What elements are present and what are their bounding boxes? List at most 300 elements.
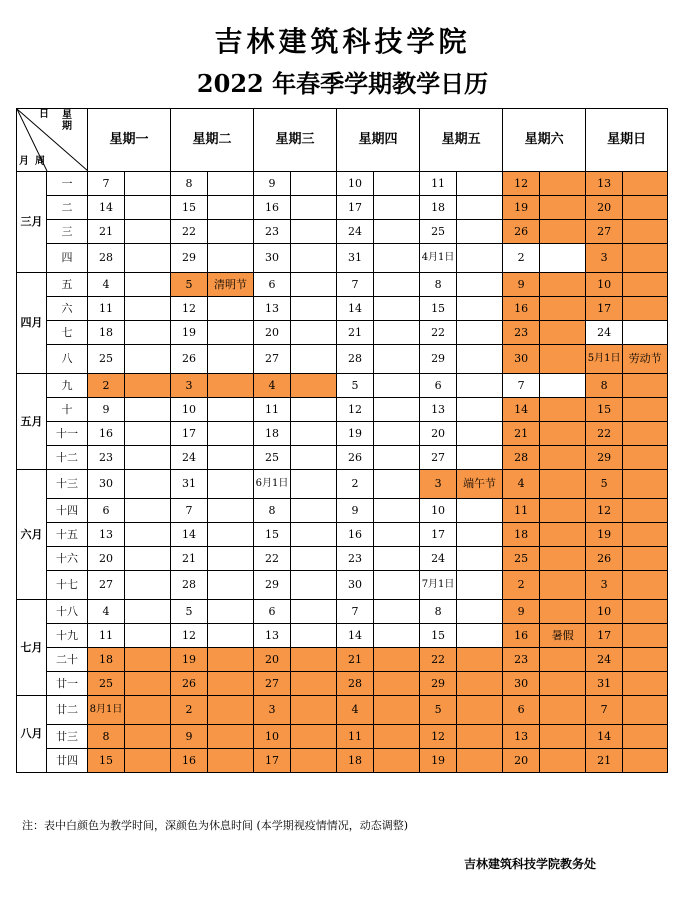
day-date: 3 [171, 374, 208, 398]
day-date: 2 [88, 374, 125, 398]
day-date: 2 [171, 696, 208, 725]
day-date: 29 [420, 672, 457, 696]
day-date: 21 [337, 648, 374, 672]
day-date: 15 [171, 196, 208, 220]
day-note [457, 422, 503, 446]
day-date: 12 [420, 725, 457, 749]
day-note [291, 422, 337, 446]
week-row [17, 321, 668, 345]
day-note [457, 172, 503, 196]
day-note [623, 273, 668, 297]
day-note [125, 648, 171, 672]
day-date: 9 [171, 725, 208, 749]
day-note [125, 297, 171, 321]
day-note [291, 446, 337, 470]
day-date: 20 [503, 749, 540, 773]
day-note [623, 749, 668, 773]
day-note [623, 446, 668, 470]
week-row [17, 749, 668, 773]
day-note [208, 672, 254, 696]
day-date: 24 [171, 446, 208, 470]
day-note [374, 321, 420, 345]
day-note [457, 648, 503, 672]
header-row [17, 109, 668, 172]
day-note [291, 172, 337, 196]
day-note [208, 398, 254, 422]
day-date: 21 [586, 749, 623, 773]
week-number: 廿三 [47, 725, 88, 749]
day-note [540, 321, 586, 345]
day-date: 14 [337, 624, 374, 648]
week-number: 廿二 [47, 696, 88, 725]
day-date: 19 [171, 648, 208, 672]
day-note [623, 196, 668, 220]
day-note [623, 499, 668, 523]
day-date: 14 [586, 725, 623, 749]
day-date: 18 [337, 749, 374, 773]
day-date: 22 [420, 648, 457, 672]
day-note [623, 725, 668, 749]
day-note [457, 725, 503, 749]
day-date: 16 [337, 523, 374, 547]
day-date: 21 [337, 321, 374, 345]
day-date: 13 [586, 172, 623, 196]
week-number: 八 [47, 345, 88, 374]
day-note [125, 345, 171, 374]
day-note [125, 321, 171, 345]
week-row [17, 672, 668, 696]
day-date: 27 [88, 571, 125, 600]
day-date: 26 [337, 446, 374, 470]
day-date: 11 [337, 725, 374, 749]
day-note [540, 696, 586, 725]
day-date: 13 [254, 624, 291, 648]
day-date: 31 [337, 244, 374, 273]
day-note [291, 547, 337, 571]
week-row [17, 297, 668, 321]
week-number: 二十 [47, 648, 88, 672]
day-note [208, 749, 254, 773]
day-date: 22 [171, 220, 208, 244]
day-note [374, 374, 420, 398]
day-note [540, 571, 586, 600]
day-date: 26 [171, 672, 208, 696]
day-date: 28 [171, 571, 208, 600]
day-date: 4 [88, 273, 125, 297]
day-date: 12 [337, 398, 374, 422]
week-number: 十五 [47, 523, 88, 547]
day-note [208, 297, 254, 321]
day-date: 12 [171, 624, 208, 648]
day-date: 6 [503, 696, 540, 725]
day-note [540, 220, 586, 244]
day-date: 30 [503, 672, 540, 696]
day-date: 5 [171, 273, 208, 297]
day-note [457, 374, 503, 398]
day-date: 8月1日 [88, 696, 125, 725]
day-date: 4 [254, 374, 291, 398]
day-header: 星期四 [337, 109, 420, 172]
day-date: 15 [586, 398, 623, 422]
day-date: 10 [337, 172, 374, 196]
week-row [17, 345, 668, 374]
day-date: 22 [254, 547, 291, 571]
day-date: 2 [503, 244, 540, 273]
week-row [17, 648, 668, 672]
day-note [374, 446, 420, 470]
day-note [374, 398, 420, 422]
day-date: 17 [586, 624, 623, 648]
day-note [457, 624, 503, 648]
day-date: 11 [88, 297, 125, 321]
day-note [374, 672, 420, 696]
day-note [374, 297, 420, 321]
day-note [125, 672, 171, 696]
day-date: 9 [254, 172, 291, 196]
day-date: 22 [420, 321, 457, 345]
day-date: 9 [337, 499, 374, 523]
day-note [291, 244, 337, 273]
day-date: 30 [88, 470, 125, 499]
day-date: 15 [254, 523, 291, 547]
day-note [540, 345, 586, 374]
week-number: 二 [47, 196, 88, 220]
week-number: 十六 [47, 547, 88, 571]
day-note [291, 725, 337, 749]
day-note [291, 600, 337, 624]
day-note [208, 172, 254, 196]
footnote: 注：表中白颜色为教学时间，深颜色为休息时间 (本学期视疫情情况，动态调整) [22, 819, 409, 832]
day-note: 劳动节 [623, 345, 668, 374]
day-note [291, 345, 337, 374]
day-note [291, 398, 337, 422]
day-note [623, 297, 668, 321]
day-date: 21 [88, 220, 125, 244]
day-date: 5 [586, 470, 623, 499]
day-note [540, 600, 586, 624]
day-date: 23 [254, 220, 291, 244]
day-date: 25 [88, 672, 125, 696]
week-number: 九 [47, 374, 88, 398]
day-note [208, 499, 254, 523]
day-date: 19 [586, 523, 623, 547]
day-note: 清明节 [208, 273, 254, 297]
day-note [374, 172, 420, 196]
day-date: 14 [171, 523, 208, 547]
day-note [125, 749, 171, 773]
day-note [208, 321, 254, 345]
day-note [623, 470, 668, 499]
day-note [291, 499, 337, 523]
day-note [125, 470, 171, 499]
week-row [17, 547, 668, 571]
day-date: 3 [254, 696, 291, 725]
corner-month-label: 月 [19, 156, 29, 167]
day-date: 10 [586, 600, 623, 624]
week-row [17, 499, 668, 523]
day-date: 5 [171, 600, 208, 624]
day-date: 29 [171, 244, 208, 273]
day-note [457, 244, 503, 273]
day-date: 18 [420, 196, 457, 220]
day-date: 25 [503, 547, 540, 571]
week-row [17, 446, 668, 470]
day-note [623, 600, 668, 624]
day-note [208, 196, 254, 220]
day-note: 暑假 [540, 624, 586, 648]
day-note [374, 600, 420, 624]
day-date: 13 [503, 725, 540, 749]
day-note [125, 273, 171, 297]
week-number: 三 [47, 220, 88, 244]
day-date: 26 [586, 547, 623, 571]
day-note [374, 725, 420, 749]
day-date: 23 [503, 321, 540, 345]
day-date: 15 [420, 624, 457, 648]
day-note [291, 749, 337, 773]
day-note [457, 600, 503, 624]
week-row [17, 696, 668, 725]
day-date: 12 [503, 172, 540, 196]
week-row [17, 398, 668, 422]
day-note [291, 273, 337, 297]
day-note [125, 446, 171, 470]
day-date: 19 [337, 422, 374, 446]
week-row [17, 273, 668, 297]
day-note [208, 422, 254, 446]
day-note [374, 244, 420, 273]
day-note [623, 374, 668, 398]
day-note [291, 374, 337, 398]
day-date: 8 [420, 273, 457, 297]
day-date: 2 [337, 470, 374, 499]
day-date: 13 [88, 523, 125, 547]
day-note [125, 725, 171, 749]
week-row [17, 523, 668, 547]
day-date: 3 [586, 244, 623, 273]
day-note [125, 374, 171, 398]
day-note [623, 696, 668, 725]
day-note [208, 345, 254, 374]
day-date: 4月1日 [420, 244, 457, 273]
day-note [125, 220, 171, 244]
day-date: 5月1日 [586, 345, 623, 374]
day-note [540, 672, 586, 696]
day-note [540, 547, 586, 571]
day-note [540, 725, 586, 749]
day-date: 18 [254, 422, 291, 446]
day-note [457, 297, 503, 321]
day-note [623, 172, 668, 196]
day-date: 28 [88, 244, 125, 273]
day-note [291, 624, 337, 648]
week-row [17, 470, 668, 499]
week-number: 十三 [47, 470, 88, 499]
day-note: 端午节 [457, 470, 503, 499]
day-date: 9 [503, 273, 540, 297]
day-note [374, 523, 420, 547]
day-note [125, 523, 171, 547]
day-date: 28 [503, 446, 540, 470]
day-note [208, 648, 254, 672]
day-note [540, 374, 586, 398]
day-note [208, 571, 254, 600]
day-date: 9 [88, 398, 125, 422]
day-date: 10 [254, 725, 291, 749]
day-note [623, 244, 668, 273]
day-date: 4 [88, 600, 125, 624]
day-header: 星期五 [420, 109, 503, 172]
day-header: 星期二 [171, 109, 254, 172]
page-title: 吉林建筑科技学院 [214, 25, 471, 58]
day-note [457, 196, 503, 220]
day-note [540, 470, 586, 499]
day-date: 23 [88, 446, 125, 470]
day-date: 30 [503, 345, 540, 374]
day-date: 16 [254, 196, 291, 220]
month-label: 七月 [17, 600, 47, 696]
day-date: 5 [420, 696, 457, 725]
day-note [125, 244, 171, 273]
day-date: 6 [88, 499, 125, 523]
day-note [457, 571, 503, 600]
day-date: 7 [586, 696, 623, 725]
week-number: 六 [47, 297, 88, 321]
corner-cell [17, 109, 88, 172]
day-date: 24 [586, 321, 623, 345]
day-date: 18 [503, 523, 540, 547]
corner-weekday-label: 星期 [62, 110, 72, 132]
day-note [623, 571, 668, 600]
day-note [208, 446, 254, 470]
week-row [17, 172, 668, 196]
calendar-body [17, 172, 668, 773]
day-note [291, 672, 337, 696]
week-number: 一 [47, 172, 88, 196]
day-note [125, 499, 171, 523]
day-note [623, 547, 668, 571]
day-note [457, 321, 503, 345]
day-note [208, 374, 254, 398]
day-date: 6月1日 [254, 470, 291, 499]
day-date: 19 [420, 749, 457, 773]
day-note [208, 470, 254, 499]
day-note [374, 547, 420, 571]
day-date: 17 [586, 297, 623, 321]
day-date: 29 [420, 345, 457, 374]
week-number: 十二 [47, 446, 88, 470]
day-date: 6 [254, 273, 291, 297]
corner-day-label: 日 [39, 109, 49, 120]
day-note [623, 422, 668, 446]
day-date: 20 [420, 422, 457, 446]
month-label: 四月 [17, 273, 47, 374]
day-note [623, 672, 668, 696]
day-date: 17 [420, 523, 457, 547]
day-date: 23 [503, 648, 540, 672]
day-note [374, 624, 420, 648]
calendar-table [16, 108, 668, 773]
day-date: 21 [503, 422, 540, 446]
day-date: 8 [420, 600, 457, 624]
day-date: 4 [503, 470, 540, 499]
day-note [291, 648, 337, 672]
day-date: 24 [420, 547, 457, 571]
week-number: 十四 [47, 499, 88, 523]
day-note [623, 321, 668, 345]
day-note [208, 725, 254, 749]
day-note [291, 297, 337, 321]
day-note [457, 499, 503, 523]
day-date: 3 [420, 470, 457, 499]
day-date: 19 [503, 196, 540, 220]
day-date: 7 [503, 374, 540, 398]
day-date: 31 [586, 672, 623, 696]
week-row [17, 244, 668, 273]
day-note [457, 696, 503, 725]
day-date: 26 [171, 345, 208, 374]
week-number: 五 [47, 273, 88, 297]
day-date: 15 [88, 749, 125, 773]
day-note [540, 422, 586, 446]
day-note [291, 523, 337, 547]
day-date: 8 [88, 725, 125, 749]
day-date: 18 [88, 648, 125, 672]
month-label: 六月 [17, 470, 47, 600]
day-note [540, 523, 586, 547]
day-date: 31 [171, 470, 208, 499]
day-date: 13 [254, 297, 291, 321]
day-note [457, 220, 503, 244]
day-date: 2 [503, 571, 540, 600]
day-note [623, 624, 668, 648]
day-note [125, 422, 171, 446]
day-date: 29 [254, 571, 291, 600]
day-date: 6 [420, 374, 457, 398]
week-row [17, 725, 668, 749]
day-date: 4 [337, 696, 374, 725]
day-date: 26 [503, 220, 540, 244]
day-date: 16 [503, 624, 540, 648]
day-date: 8 [586, 374, 623, 398]
day-date: 28 [337, 345, 374, 374]
week-row [17, 600, 668, 624]
day-note [374, 749, 420, 773]
day-header: 星期六 [503, 109, 586, 172]
week-number: 廿一 [47, 672, 88, 696]
day-date: 8 [171, 172, 208, 196]
day-date: 22 [586, 422, 623, 446]
day-note [125, 696, 171, 725]
week-row [17, 196, 668, 220]
day-date: 20 [88, 547, 125, 571]
day-note [457, 273, 503, 297]
day-note [374, 422, 420, 446]
day-date: 18 [88, 321, 125, 345]
day-date: 14 [337, 297, 374, 321]
day-note [457, 547, 503, 571]
day-note [540, 196, 586, 220]
day-note [457, 523, 503, 547]
day-note [208, 523, 254, 547]
day-note [540, 172, 586, 196]
day-date: 24 [337, 220, 374, 244]
week-number: 十一 [47, 422, 88, 446]
page-subtitle: 2022 年春季学期教学日历 [196, 69, 489, 98]
day-note [374, 696, 420, 725]
day-date: 9 [503, 600, 540, 624]
day-date: 11 [420, 172, 457, 196]
